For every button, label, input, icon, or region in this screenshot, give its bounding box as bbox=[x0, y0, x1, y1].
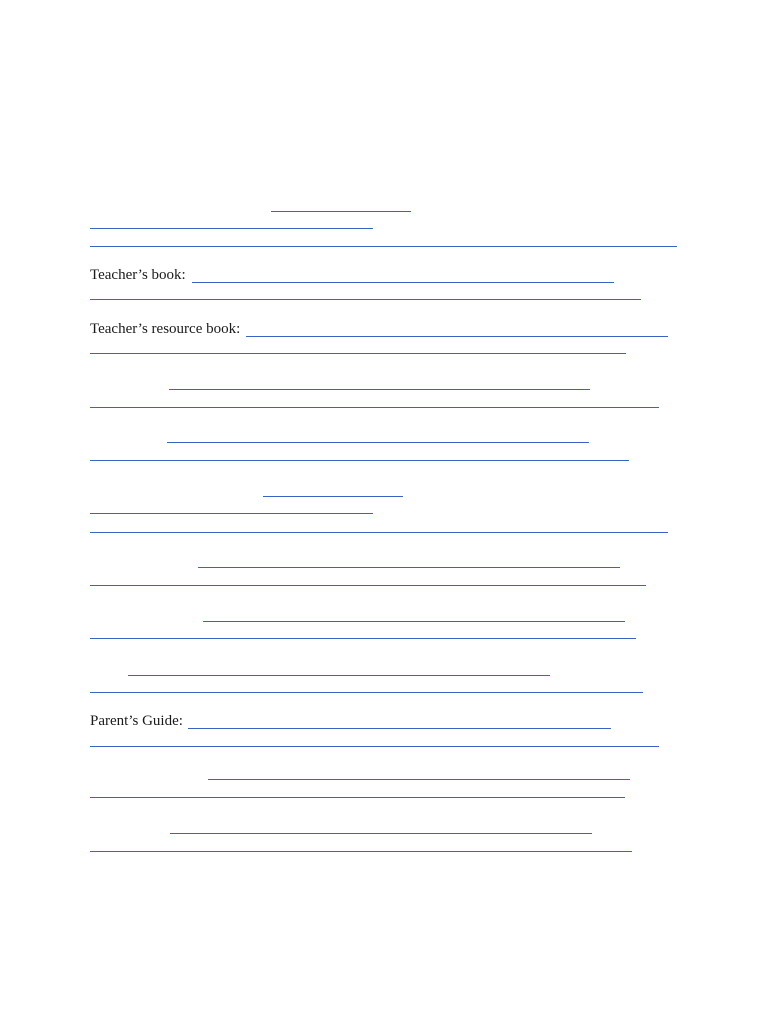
link-underline[interactable] bbox=[198, 567, 620, 568]
link-underline[interactable] bbox=[170, 833, 592, 834]
link-underline[interactable] bbox=[90, 299, 641, 300]
link-underline[interactable] bbox=[188, 728, 611, 729]
link-underline[interactable] bbox=[90, 246, 677, 247]
link-underline[interactable] bbox=[90, 746, 659, 747]
link-underline[interactable] bbox=[90, 692, 643, 693]
link-underline[interactable] bbox=[128, 675, 550, 676]
link-underline[interactable] bbox=[90, 228, 373, 229]
link-underline[interactable] bbox=[90, 797, 625, 798]
link-underline[interactable] bbox=[169, 389, 590, 390]
link-underline[interactable] bbox=[246, 336, 668, 337]
link-underline[interactable] bbox=[90, 513, 373, 514]
link-underline[interactable] bbox=[90, 460, 629, 461]
link-underline[interactable] bbox=[208, 779, 630, 780]
label-parents-guide: Parent’s Guide: bbox=[90, 713, 183, 729]
link-underline[interactable] bbox=[167, 442, 589, 443]
link-underline[interactable] bbox=[90, 851, 632, 852]
link-underline[interactable] bbox=[90, 532, 668, 533]
link-underline[interactable] bbox=[90, 407, 659, 408]
link-underline[interactable] bbox=[271, 211, 411, 212]
link-underline[interactable] bbox=[203, 621, 625, 622]
label-teachers-book: Teacher’s book: bbox=[90, 267, 186, 283]
link-underline[interactable] bbox=[90, 585, 646, 586]
link-underline[interactable] bbox=[90, 353, 626, 354]
link-underline[interactable] bbox=[90, 638, 636, 639]
link-underline[interactable] bbox=[192, 282, 614, 283]
label-teachers-resource-book: Teacher’s resource book: bbox=[90, 321, 241, 337]
link-underline[interactable] bbox=[263, 496, 403, 497]
